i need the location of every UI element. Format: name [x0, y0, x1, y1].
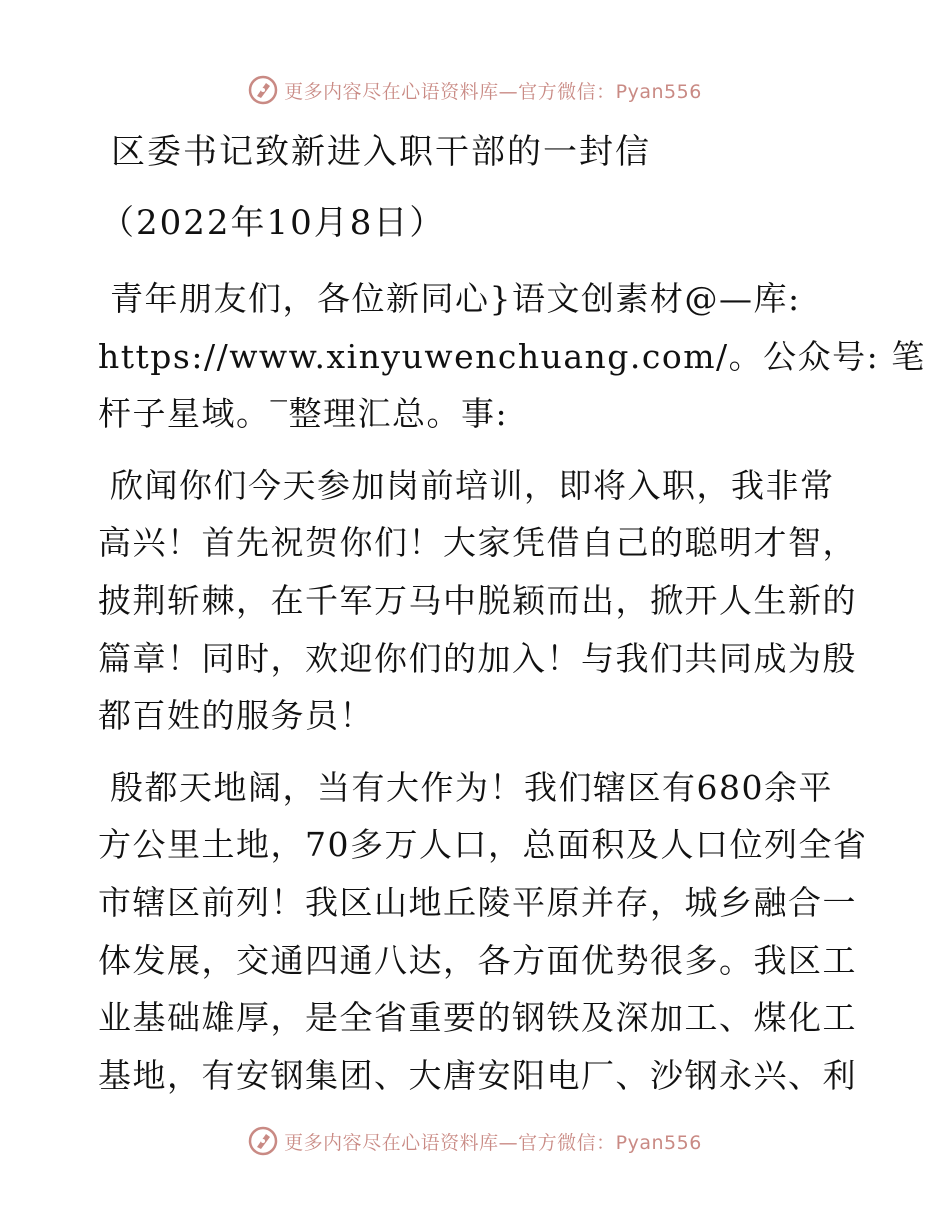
document-date: （2022年10月8日）	[100, 203, 446, 243]
pen-nib-logo-icon	[248, 1126, 278, 1156]
text-line: 篇章！同时，欢迎你们的加入！与我们共同成为殷	[98, 638, 857, 678]
paragraph	[98, 759, 868, 1105]
pen-nib-logo-icon	[248, 75, 278, 105]
footer-watermark	[0, 1121, 950, 1161]
text-line: 殷都天地阔，当有大作为！我们辖区有680余平	[110, 767, 833, 807]
paragraph	[98, 457, 858, 745]
document-title: 区委书记致新进入职干部的一封信	[111, 132, 651, 172]
text-line: 披荆斩棘，在千军万马中脱颖而出，掀开人生新的	[98, 580, 857, 620]
text-line: 基地，有安钢集团、大唐安阳电厂、沙钢永兴、利	[98, 1055, 857, 1095]
text-line: 市辖区前列！我区山地丘陵平原并存，城乡融合一	[98, 882, 857, 922]
text-line: 杆子星域。‾整理汇总。事:	[98, 394, 509, 434]
text-line: 方公里土地，70多万人口，总面积及人口位列全省	[98, 825, 868, 865]
header-watermark-text: 更多内容尽在心语资料库—官方微信：Pyan556	[284, 80, 702, 103]
text-line: https://www.xinyuwenchuang.com/。公众号: 笔	[98, 336, 926, 376]
paragraph	[98, 270, 926, 443]
text-line: 欣闻你们今天参加岗前培训，即将入职，我非常	[110, 465, 835, 505]
text-line: 都百姓的服务员！	[98, 696, 374, 736]
text-line: 高兴！首先祝贺你们！大家凭借自己的聪明才智，	[98, 523, 857, 563]
document-body	[98, 270, 926, 1104]
text-line: 体发展，交通四通八达，各方面优势很多。我区工	[98, 940, 857, 980]
header-watermark	[0, 70, 950, 110]
text-line: 业基础雄厚，是全省重要的钢铁及深加工、煤化工	[98, 998, 857, 1038]
footer-watermark-text: 更多内容尽在心语资料库—官方微信：Pyan556	[284, 1131, 702, 1154]
text-line: 青年朋友们，各位新同心}语文创素材@—库:	[110, 279, 801, 318]
